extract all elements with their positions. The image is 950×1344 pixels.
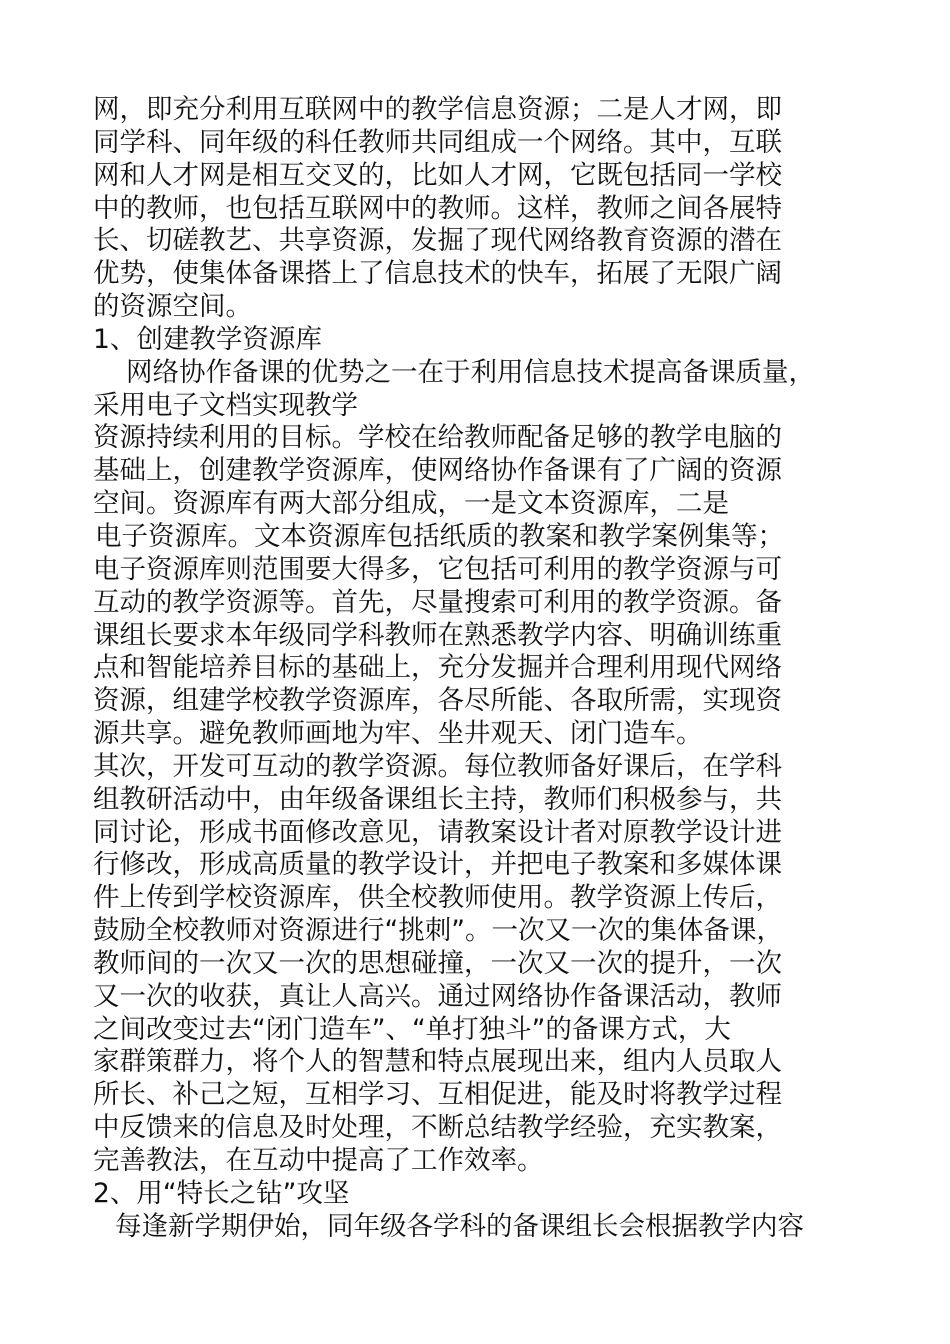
text-line: 空间。资源库有两大部分组成，一是文本资源库，二是 [93, 488, 729, 520]
text-line: 中反馈来的信息及时处理，不断总结教学经验，充实教案， [93, 1112, 782, 1144]
text-line: 又一次的收获，真让人高兴。通过网络协作备课活动，教师 [93, 980, 782, 1012]
text-line: 网络协作备课的优势之一在于利用信息技术提高备课质量， [126, 356, 815, 388]
text-line: 之间改变过去“闭门造车”、“单打独斗”的备课方式，大 [93, 1013, 731, 1045]
text-line: 电子资源库则范围要大得多，它包括可利用的教学资源与可 [93, 553, 782, 585]
text-line: 行修改，形成高质量的教学设计，并把电子教案和多媒体课 [93, 849, 782, 881]
section-heading: 2、用“特长之钻”攻坚 [93, 1177, 350, 1209]
text-line: 家群策群力，将个人的智慧和特点展现出来，组内人员取人 [93, 1046, 782, 1078]
text-line: 同学科、同年级的科任教师共同组成一个网络。其中，互联 [93, 126, 782, 158]
text-line: 每逢新学期伊始，同年级各学科的备课组长会根据教学内容 [115, 1210, 804, 1242]
text-line: 完善教法，在互动中提高了工作效率。 [93, 1145, 544, 1176]
text-line: 资源，组建学校教学资源库，各尽所能、各取所需，实现资 [93, 685, 782, 717]
body-text [93, 94, 873, 1244]
text-line: 中的教师，也包括互联网中的教师。这样，教师之间各展特 [93, 192, 782, 224]
text-line: 资源持续利用的目标。学校在给教师配备足够的教学电脑的 [93, 422, 782, 454]
text-line: 的资源空间。 [93, 291, 252, 323]
text-line: 采用电子文档实现教学 [93, 389, 358, 421]
text-line: 点和智能培养目标的基础上，充分发掘并合理利用现代网络 [93, 652, 782, 684]
text-line: 长、切磋教艺、共享资源，发掘了现代网络教育资源的潜在 [93, 225, 782, 257]
text-line: 鼓励全校教师对资源进行“挑刺”。一次又一次的集体备课， [93, 915, 783, 947]
text-line: 基础上，创建教学资源库，使网络协作备课有了广阔的资源 [93, 455, 782, 487]
text-line: 网和人才网是相互交叉的，比如人才网，它既包括同一学校 [93, 159, 782, 191]
text-line: 课组长要求本年级同学科教师在熟悉教学内容、明确训练重 [93, 619, 782, 651]
text-line: 互动的教学资源等。首先，尽量搜索可利用的教学资源。备 [93, 586, 782, 618]
section-heading: 1、创建教学资源库 [93, 323, 322, 355]
text-line: 件上传到学校资源库，供全校教师使用。教学资源上传后， [93, 882, 782, 914]
text-line: 组教研活动中，由年级备课组长主持，教师们积极参与，共 [93, 783, 782, 815]
text-line: 所长、补己之短，互相学习、互相促进，能及时将教学过程 [93, 1079, 782, 1111]
text-line: 其次，开发可互动的教学资源。每位教师备好课后，在学科 [93, 750, 782, 782]
text-line: 电子资源库。文本资源库包括纸质的教案和教学案例集等； [95, 520, 784, 552]
text-line: 优势，使集体备课搭上了信息技术的快车，拓展了无限广阔 [93, 258, 782, 290]
text-line: 源共享。避免教师画地为牢、坐井观天、闭门造车。 [93, 718, 703, 750]
text-line: 教师间的一次又一次的思想碰撞，一次又一次的提升，一次 [93, 947, 782, 979]
text-line: 同讨论，形成书面修改意见，请教案设计者对原教学设计进 [93, 816, 782, 848]
text-line: 网，即充分利用互联网中的教学信息资源；二是人才网，即 [93, 94, 782, 125]
